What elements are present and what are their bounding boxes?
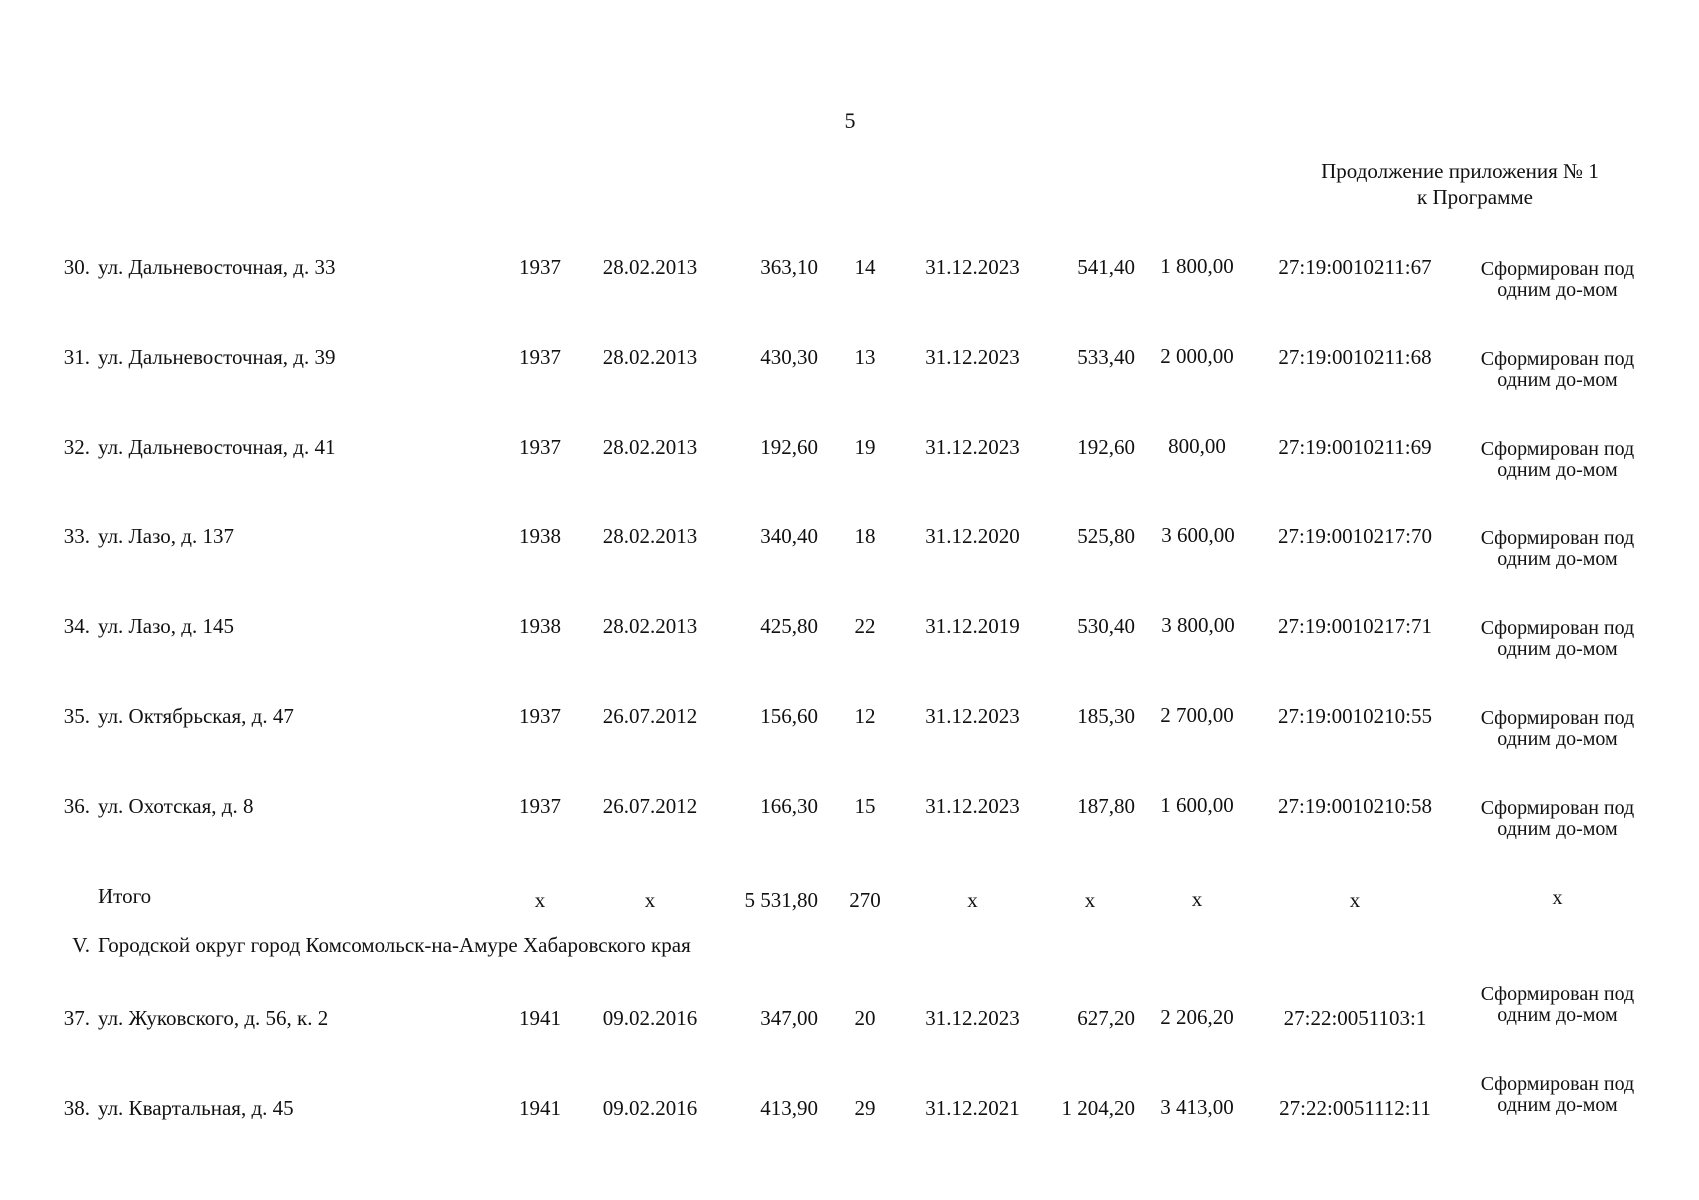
total-label: Итого <box>98 884 152 908</box>
row-area-2: 525,80 <box>1077 524 1135 548</box>
row-area: 430,30 <box>760 345 818 369</box>
row-year: 1937 <box>519 345 561 369</box>
row-area: 340,40 <box>760 524 818 548</box>
total-plan-date: х <box>967 888 978 912</box>
row-cadastral-number: 27:19:0010217:71 <box>1277 614 1432 638</box>
row-area: 192,60 <box>760 435 818 459</box>
section-title: Городской округ город Комсомольск-на-Амуре Хабаровского края <box>98 933 691 957</box>
row-address: ул. Дальневосточная, д. 39 <box>98 345 336 369</box>
row-area-2: 627,20 <box>1077 1006 1135 1030</box>
row-area: 156,60 <box>760 704 818 728</box>
row-land-area: 1 600,00 <box>1160 793 1234 817</box>
row-plan-date: 31.12.2023 <box>925 1006 1020 1030</box>
row-date: 28.02.2013 <box>602 255 698 279</box>
row-date: 28.02.2013 <box>602 345 698 369</box>
row-status: Сформирован под одним до-мом <box>1480 617 1635 660</box>
total-date: х <box>644 888 656 912</box>
row-number: 38. <box>63 1096 90 1120</box>
row-number: 33. <box>63 524 90 548</box>
row-residents: 18 <box>854 524 876 548</box>
row-area-2: 185,30 <box>1077 704 1135 728</box>
row-address: ул. Октябрьская, д. 47 <box>98 704 294 728</box>
row-residents: 29 <box>854 1096 876 1120</box>
row-land-area: 3 600,00 <box>1161 523 1235 547</box>
row-date: 09.02.2016 <box>602 1006 698 1030</box>
row-land-area: 3 413,00 <box>1160 1095 1234 1119</box>
row-date: 28.02.2013 <box>602 614 698 638</box>
row-year: 1937 <box>519 704 561 728</box>
row-residents: 13 <box>854 345 876 369</box>
row-year: 1937 <box>519 794 561 818</box>
row-status: Сформирован под одним до-мом <box>1480 1073 1635 1116</box>
row-residents: 22 <box>854 614 876 638</box>
appendix-note <box>1250 158 1670 210</box>
row-residents: 19 <box>854 435 876 459</box>
row-status: Сформирован под одним до-мом <box>1480 438 1635 481</box>
row-status: Сформирован под одним до-мом <box>1480 348 1635 391</box>
row-plan-date: 31.12.2023 <box>925 794 1020 818</box>
row-cadastral-number: 27:19:0010210:55 <box>1277 704 1432 728</box>
appendix-line-1: Продолжение приложения № 1 <box>1321 159 1599 183</box>
row-number: 32. <box>63 435 90 459</box>
row-area: 347,00 <box>760 1006 818 1030</box>
row-number: 30. <box>63 255 90 279</box>
row-date: 26.07.2012 <box>602 794 698 818</box>
appendix-line-2: к Программе <box>1417 185 1533 209</box>
row-residents: 15 <box>854 794 876 818</box>
row-status: Сформирован под одним до-мом <box>1480 983 1635 1026</box>
row-address: ул. Лазо, д. 145 <box>98 614 234 638</box>
row-area-2: 187,80 <box>1077 794 1135 818</box>
row-address: ул. Лазо, д. 137 <box>98 524 234 548</box>
row-status: Сформирован под одним до-мом <box>1480 797 1635 840</box>
row-land-area: 800,00 <box>1168 434 1226 458</box>
row-year: 1938 <box>519 524 561 548</box>
row-number: 35. <box>63 704 90 728</box>
row-area-2: 541,40 <box>1077 255 1135 279</box>
total-cadastral: х <box>1349 888 1361 912</box>
total-land-area: х <box>1191 887 1203 911</box>
row-address: ул. Квартальная, д. 45 <box>98 1096 294 1120</box>
row-year: 1937 <box>519 255 561 279</box>
row-land-area: 2 700,00 <box>1160 703 1234 727</box>
row-address: ул. Жуковского, д. 56, к. 2 <box>98 1006 329 1030</box>
row-number: 31. <box>63 345 90 369</box>
row-land-area: 2 000,00 <box>1160 344 1234 368</box>
row-date: 28.02.2013 <box>602 435 698 459</box>
row-cadastral-number: 27:19:0010211:68 <box>1278 345 1432 369</box>
row-date: 28.02.2013 <box>602 524 698 548</box>
row-land-area: 2 206,20 <box>1160 1005 1234 1029</box>
row-cadastral-number: 27:19:0010211:67 <box>1278 255 1432 279</box>
row-number: 36. <box>63 794 90 818</box>
row-date: 09.02.2016 <box>602 1096 698 1120</box>
row-plan-date: 31.12.2020 <box>925 524 1020 548</box>
row-status: Сформирован под одним до-мом <box>1480 258 1635 301</box>
total-year: х <box>534 888 546 912</box>
row-area: 413,90 <box>760 1096 818 1120</box>
page-number: 5 <box>844 108 856 133</box>
row-status: Сформирован под одним до-мом <box>1480 527 1635 570</box>
row-address: ул. Дальневосточная, д. 33 <box>98 255 336 279</box>
row-residents: 14 <box>854 255 876 279</box>
row-plan-date: 31.12.2023 <box>925 255 1020 279</box>
total-residents: 270 <box>849 888 881 912</box>
row-cadastral-number: 27:22:0051112:11 <box>1279 1096 1431 1120</box>
row-cadastral-number: 27:19:0010211:69 <box>1278 435 1432 459</box>
row-status: Сформирован под одним до-мом <box>1480 707 1635 750</box>
row-area: 166,30 <box>760 794 818 818</box>
row-cadastral-number: 27:22:0051103:1 <box>1283 1006 1427 1030</box>
row-plan-date: 31.12.2021 <box>925 1096 1020 1120</box>
row-number: 37. <box>63 1006 90 1030</box>
row-land-area: 3 800,00 <box>1161 613 1235 637</box>
row-year: 1941 <box>519 1096 561 1120</box>
row-address: ул. Дальневосточная, д. 41 <box>98 435 336 459</box>
total-area-2: х <box>1084 888 1096 912</box>
row-plan-date: 31.12.2023 <box>925 704 1020 728</box>
row-date: 26.07.2012 <box>602 704 698 728</box>
row-cadastral-number: 27:19:0010210:58 <box>1277 794 1432 818</box>
row-address: ул. Охотская, д. 8 <box>98 794 254 818</box>
row-number: 34. <box>63 614 90 638</box>
row-plan-date: 31.12.2023 <box>925 345 1020 369</box>
row-area-2: 1 204,20 <box>1061 1096 1135 1120</box>
row-residents: 12 <box>854 704 876 728</box>
row-cadastral-number: 27:19:0010217:70 <box>1277 524 1432 548</box>
row-area-2: 533,40 <box>1077 345 1135 369</box>
row-area: 363,10 <box>760 255 818 279</box>
row-year: 1938 <box>519 614 561 638</box>
row-area-2: 530,40 <box>1077 614 1135 638</box>
row-area: 425,80 <box>760 614 818 638</box>
section-number: V. <box>72 933 90 957</box>
total-area: 5 531,80 <box>744 888 818 912</box>
row-land-area: 1 800,00 <box>1160 254 1234 278</box>
row-plan-date: 31.12.2023 <box>925 435 1020 459</box>
row-area-2: 192,60 <box>1077 435 1135 459</box>
row-residents: 20 <box>854 1006 876 1030</box>
row-year: 1937 <box>519 435 561 459</box>
row-year: 1941 <box>519 1006 561 1030</box>
total-status: х <box>1552 887 1563 909</box>
row-plan-date: 31.12.2019 <box>925 614 1020 638</box>
